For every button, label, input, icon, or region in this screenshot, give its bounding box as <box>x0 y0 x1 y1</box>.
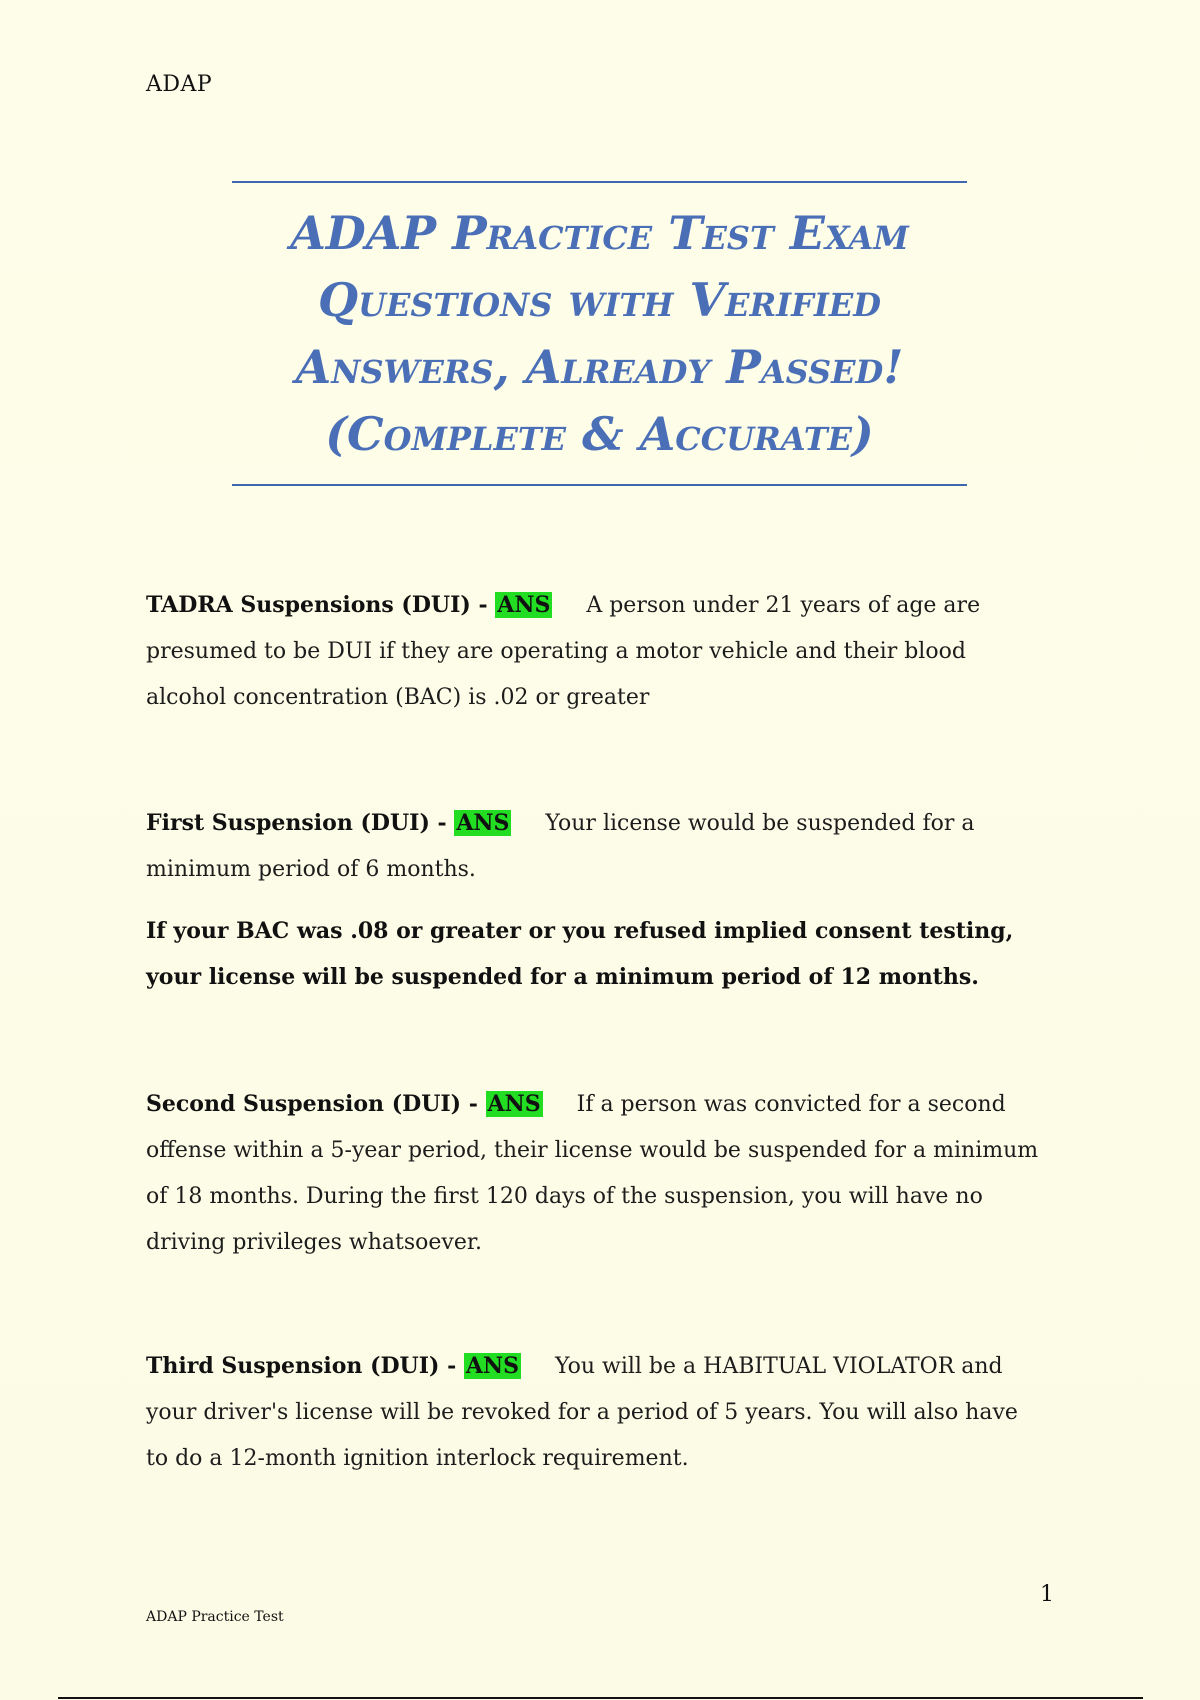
title-top-rule <box>232 181 967 183</box>
qa-separator: - <box>461 1091 486 1117</box>
ans-badge: ANS <box>497 592 551 618</box>
ans-badge: ANS <box>465 1353 519 1379</box>
title-line-2: Questions with Verified <box>318 273 881 327</box>
document-title <box>232 200 967 468</box>
page-number: 1 <box>1040 1582 1054 1607</box>
qa-extra-note: If your BAC was .08 or greater or you refused implied consent testing, your license will be suspended for a minimum period of 12 months. <box>146 918 1014 990</box>
qa-answer: Your license would be suspended for a minimum period of 6 months. <box>146 811 975 882</box>
qa-item-third-suspension <box>146 1343 1046 1482</box>
qa-item-second-suspension <box>146 1081 1046 1266</box>
footer-label: ADAP Practice Test <box>146 1609 284 1625</box>
qa-item-tadra <box>146 582 1046 721</box>
qa-answer: A person under 21 years of age are presumed to be DUI if they are operating a motor vehicle and their blood alcohol concentration (BAC) is .02 or greater <box>146 593 981 710</box>
qa-term: First Suspension (DUI) <box>146 810 430 836</box>
qa-separator: - <box>429 810 455 836</box>
title-line-4: (Complete & Accurate) <box>325 407 874 461</box>
ans-badge: ANS <box>456 810 510 836</box>
qa-answer: If a person was convicted for a second offense within a 5-year period, their license would be suspended for a minimum of 18 months. During the first 120 days of the suspension, you will have no driving privileges whatsoever. <box>146 1092 1039 1255</box>
ans-badge: ANS <box>487 1091 541 1117</box>
header-label: ADAP <box>146 72 213 97</box>
qa-answer: You will be a HABITUAL VIOLATOR and your driver's license will be revoked for a period of 5 years. You will also have to do a 12-month ignition interlock requirement. <box>146 1354 1018 1471</box>
title-line-3: Answers, Already Passed! <box>295 340 904 394</box>
title-line-1: ADAP Practice Test Exam <box>290 206 909 260</box>
qa-term: Second Suspension (DUI) <box>146 1091 462 1117</box>
qa-separator: - <box>439 1353 464 1379</box>
qa-separator: - <box>470 592 496 618</box>
qa-item-first-suspension <box>146 800 1046 893</box>
qa-term: Third Suspension (DUI) <box>146 1353 440 1379</box>
qa-term: TADRA Suspensions (DUI) <box>146 592 471 618</box>
footer-rule <box>58 1697 1143 1699</box>
title-bottom-rule <box>232 484 967 486</box>
